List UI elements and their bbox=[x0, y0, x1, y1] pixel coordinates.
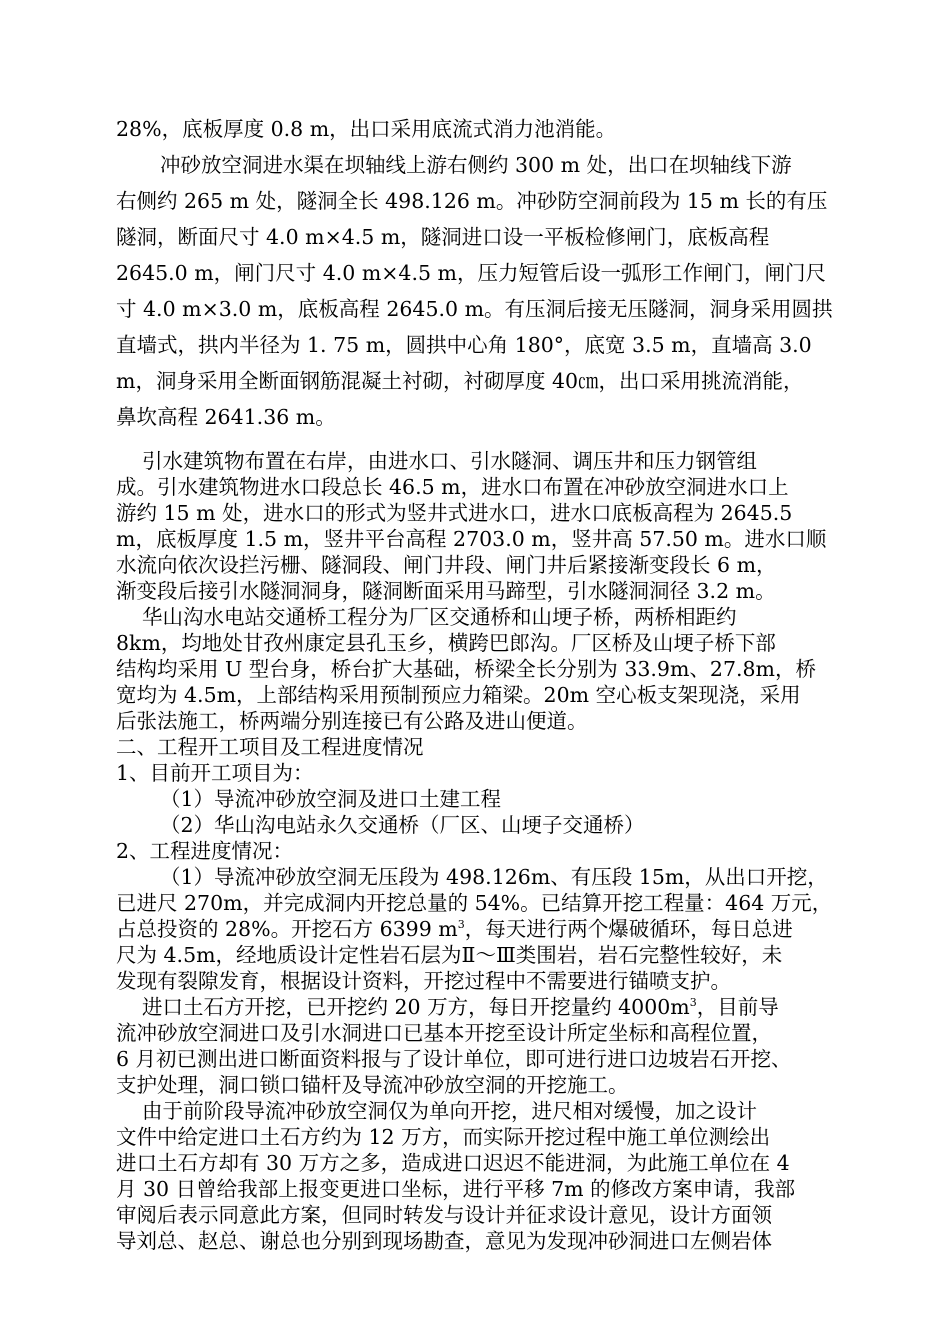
paragraph-line bbox=[116, 916, 793, 942]
superscript: 3 bbox=[457, 918, 465, 932]
paragraph-line: 后张法施工，桥两端分别连接已有公路及进山便道。 bbox=[116, 709, 588, 733]
paragraph-line: 水流向依次设拦污栅、隧洞段、闸门井段、闸门井后紧接渐变段长 6 m， bbox=[116, 553, 777, 577]
item-heading: 2、工程进度情况： bbox=[116, 839, 294, 863]
paragraph-line: 成。引水建筑物进水口段总长 46.5 m，进水口布置在冲砂放空洞进水口上 bbox=[116, 475, 789, 499]
paragraph-line: 支护处理，洞口锁口锚杆及导流冲砂放空洞的开挖施工。 bbox=[116, 1073, 629, 1097]
superscript: 3 bbox=[689, 996, 697, 1010]
paragraph-line: 尺为 4.5m，经地质设计定性岩石层为Ⅱ～Ⅲ类围岩，岩石完整性较好，未 bbox=[116, 943, 783, 967]
item-heading: 1、目前开工项目为： bbox=[116, 761, 314, 785]
paragraph-line: 已进尺 270m，并完成洞内开挖总量的 54%。已结算开挖工程量：464 万元， bbox=[116, 891, 833, 915]
paragraph-line: 月 30 日曾给我部上报变更进口坐标，进行平移 7m 的修改方案申请，我部 bbox=[116, 1177, 796, 1201]
paragraph-line: 结构均采用 U 型台身，桥台扩大基础，桥梁全长分别为 33.9m、27.8m，桥 bbox=[116, 657, 816, 681]
paragraph-line: 由于前阶段导流冲砂放空洞仅为单向开挖，进尺相对缓慢，加之设计 bbox=[142, 1099, 757, 1123]
paragraph-line: 导刘总、赵总、谢总也分别到现场勘查，意见为发现冲砂洞进口左侧岩体 bbox=[116, 1229, 772, 1253]
paragraph-line: 冲砂放空洞进水渠在坝轴线上游右侧约 300 m 处，出口在坝轴线下游 bbox=[160, 153, 792, 177]
paragraph-line: 发现有裂隙发育，根据设计资料，开挖过程中不需要进行锚喷支护。 bbox=[116, 969, 731, 993]
paragraph-line: 进口土石方却有 30 万方之多，造成进口迟迟不能进洞，为此施工单位在 4 bbox=[116, 1151, 790, 1175]
paragraph-line: 华山沟水电站交通桥工程分为厂区交通桥和山埂子桥，两桥相距约 bbox=[142, 605, 737, 629]
list-item: （2）华山沟电站永久交通桥（厂区、山埂子交通桥） bbox=[160, 813, 645, 837]
section-heading: 二、工程开工项目及工程进度情况 bbox=[116, 735, 424, 759]
paragraph-line: 隧洞，断面尺寸 4.0 m×4.5 m，隧洞进口设一平板检修闸门，底板高程 bbox=[116, 225, 770, 249]
paragraph-line: 引水建筑物布置在右岸，由进水口、引水隧洞、调压井和压力钢管组 bbox=[142, 449, 757, 473]
text-segment: 占总投资的 28%。开挖石方 6399 m bbox=[116, 917, 458, 941]
paragraph-line: 6 月初已测出进口断面资料报与了设计单位，即可进行进口边坡岩石开挖、 bbox=[116, 1047, 792, 1071]
text-segment: ，目前导 bbox=[696, 995, 779, 1019]
paragraph-line: 28%，底板厚度 0.8 m，出口采用底流式消力池消能。 bbox=[116, 117, 617, 141]
paragraph-line: （1）导流冲砂放空洞无压段为 498.126m、有压段 15m，从出口开挖， bbox=[160, 865, 828, 889]
paragraph-line: 流冲砂放空洞进口及引水洞进口已基本开挖至设计所定坐标和高程位置， bbox=[116, 1021, 772, 1045]
list-item: （1）导流冲砂放空洞及进口土建工程 bbox=[160, 787, 502, 811]
paragraph-line: 鼻坎高程 2641.36 m。 bbox=[116, 405, 336, 429]
paragraph-line: 右侧约 265 m 处，隧洞全长 498.126 m。冲砂防空洞前段为 15 m 长的有压 bbox=[116, 189, 828, 213]
paragraph-line: 审阅后表示同意此方案，但同时转发与设计并征求设计意见，设计方面领 bbox=[116, 1203, 772, 1227]
paragraph-line: 直墙式，拱内半径为 1. 75 m，圆拱中心角 180°，底宽 3.5 m，直墙高 3.0 bbox=[116, 333, 812, 357]
paragraph-line: 游约 15 m 处，进水口的形式为竖井式进水口，进水口底板高程为 2645.5 bbox=[116, 501, 793, 525]
text-segment: ，每天进行两个爆破循环，每日总进 bbox=[464, 917, 793, 941]
paragraph-line: 宽均为 4.5m，上部结构采用预制预应力箱梁。20m 空心板支架现浇，采用 bbox=[116, 683, 801, 707]
paragraph-line: 2645.0 m，闸门尺寸 4.0 m×4.5 m，压力短管后设一弧形工作闸门，闸门尺 bbox=[116, 261, 826, 285]
paragraph-line: 8km，均地处甘孜州康定县孔玉乡，横跨巴郎沟。厂区桥及山埂子桥下部 bbox=[116, 631, 776, 655]
paragraph-line: 文件中给定进口土石方约为 12 万方，而实际开挖过程中施工单位测绘出 bbox=[116, 1125, 771, 1149]
paragraph-line: 寸 4.0 m×3.0 m，底板高程 2645.0 m。有压洞后接无压隧洞，洞身采用圆拱 bbox=[116, 297, 833, 321]
text-segment: 进口土石方开挖，已开挖约 20 万方，每日开挖量约 4000m bbox=[142, 995, 690, 1019]
paragraph-line: 渐变段后接引水隧洞洞身，隧洞断面采用马蹄型，引水隧洞洞径 3.2 m。 bbox=[116, 579, 776, 603]
paragraph-line: m，底板厚度 1.5 m，竖井平台高程 2703.0 m，竖井高 57.50 m。进水口顺 bbox=[116, 527, 827, 551]
paragraph-line: m，洞身采用全断面钢筋混凝土衬砌，衬砌厚度 40㎝，出口采用挑流消能， bbox=[116, 369, 804, 393]
paragraph-line bbox=[142, 994, 779, 1020]
